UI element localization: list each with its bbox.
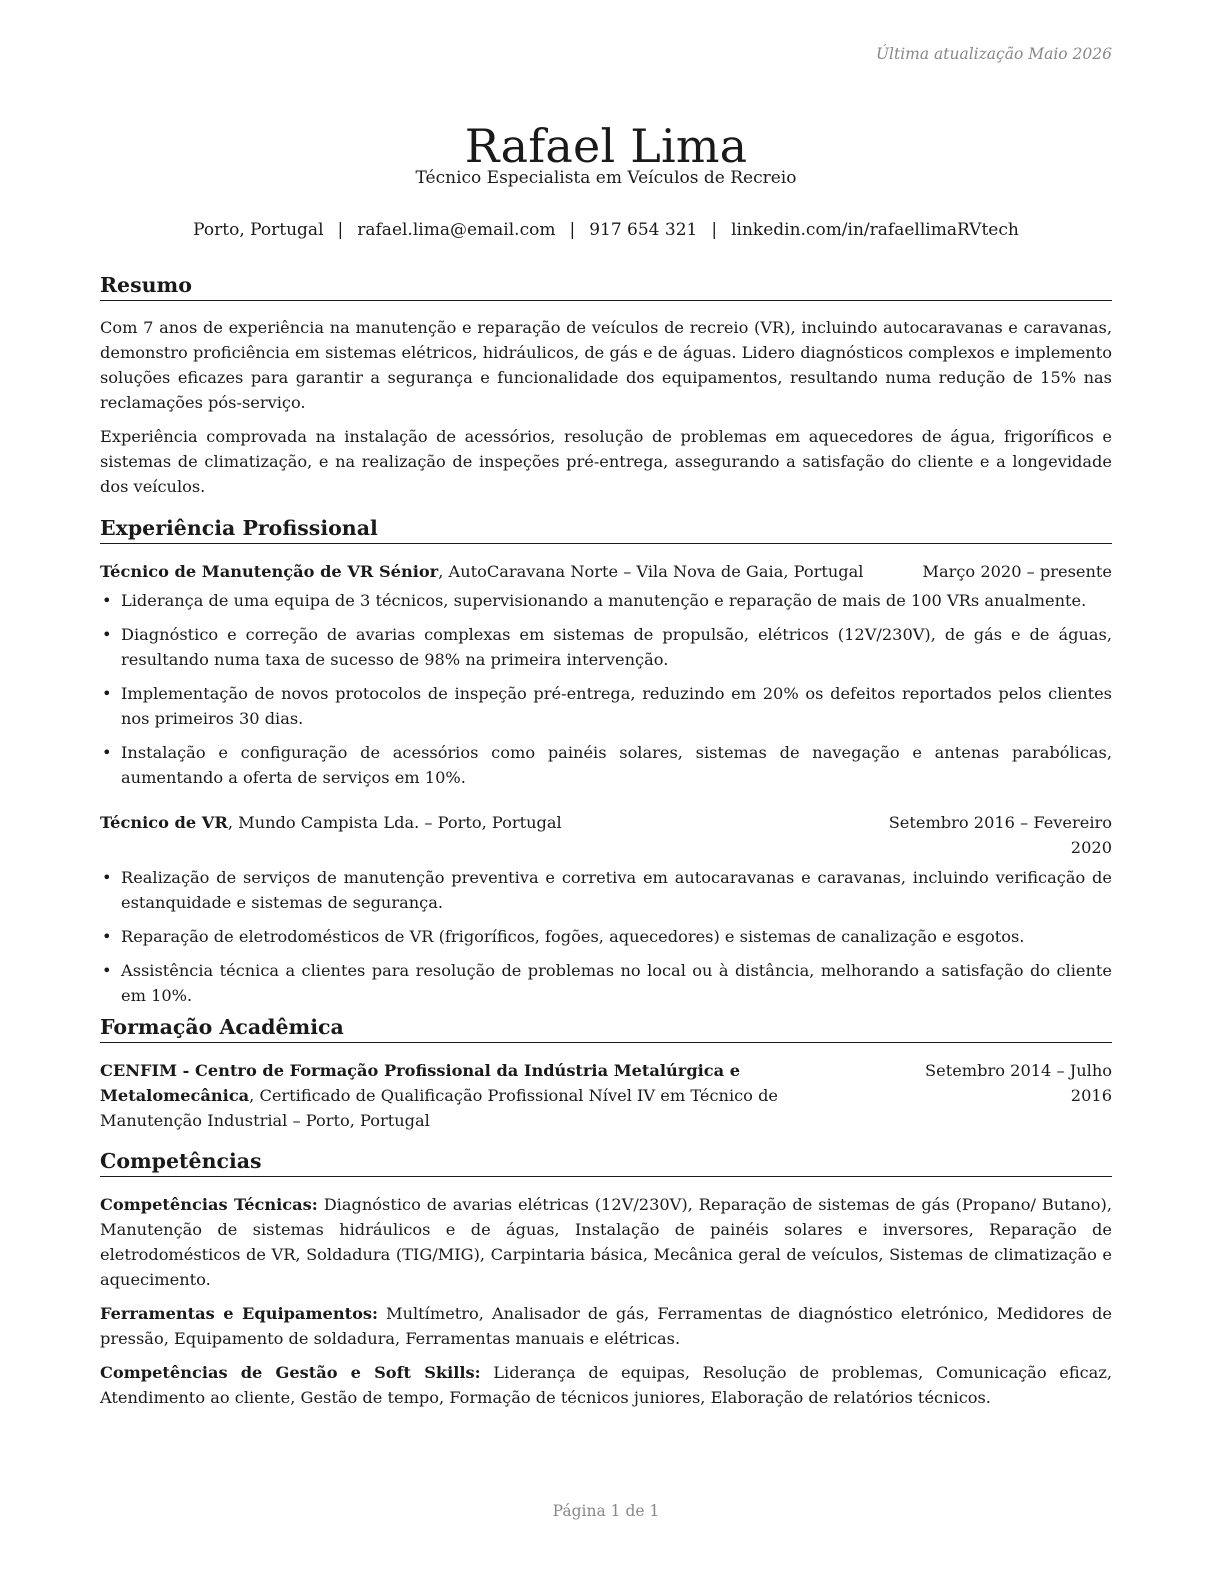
list-item: • Reparação de eletrodomésticos de VR (frigoríficos, fogões, aquecedores) e sistemas de canalização e esgotos.	[100, 924, 1112, 949]
education-section	[100, 1014, 1112, 1133]
education-dates	[925, 1058, 1112, 1133]
last-updated: Última atualização Maio 2026	[875, 45, 1112, 63]
job-entry	[100, 559, 1112, 790]
skill-group	[100, 1301, 1112, 1351]
job-dates: Março 2020 – presente	[922, 562, 1112, 581]
job-dates-line: 2020	[1070, 838, 1112, 857]
candidate-headline: Técnico Especialista em Veículos de Recreio	[415, 168, 797, 188]
job-dates	[889, 810, 1112, 860]
skill-group-label: Competências de Gestão e Soft Skills:	[100, 1363, 481, 1382]
job-company: , Mundo Campista Lda. – Porto, Portugal	[227, 813, 562, 832]
skill-group-text: Liderança de equipas, Resolução de problemas, Comunicação eficaz, Atendimento ao cliente, Gestão de tempo, Formação de técnicos juniores, Elaboração de relatórios técnicos.	[100, 1363, 1113, 1407]
contact-phone: 917 654 321	[589, 220, 698, 240]
skill-group-text: Multímetro, Analisador de gás, Ferramentas de diagnóstico eletrónico, Medidores de pressão, Equipamento de soldadura, Ferramentas manuais e elétricas.	[100, 1304, 1112, 1348]
list-item: • Instalação e configuração de acessórios como painéis solares, sistemas de navegação e antenas parabólicas, aumentando a oferta de serviços em 10%.	[100, 740, 1112, 790]
summary-section	[100, 272, 1112, 499]
section-title: Resumo	[100, 272, 1112, 301]
education-entry	[100, 1058, 1112, 1133]
summary-paragraph: Com 7 anos de experiência na manutenção e reparação de veículos de recreio (VR), incluindo autocaravanas e caravanas, demonstro proficiência em sistemas elétricos, hidráulicos, de gás e de águas. Lidero diagnósticos complexos e implemento soluções eficazes para garantir a segurança e funcionalidade dos equipamentos, resultando numa redução de 15% nas reclamações pós-serviço.	[100, 318, 1112, 412]
job-entry	[100, 810, 1112, 1008]
contact-separator: |	[337, 220, 344, 240]
skill-group	[100, 1360, 1112, 1410]
education-dates-line: 2016	[1070, 1086, 1112, 1105]
skill-group-label: Competências Técnicas:	[100, 1195, 318, 1214]
skill-group-text: Diagnóstico de avarias elétricas (12V/230V), Reparação de sistemas de gás (Propano/ Butano), Manutenção de sistemas hidráulicos e de águas, Instalação de painéis solares e inversores, Reparação de eletrodomésticos de VR, Soldadura (TIG/MIG), Carpintaria básica, Mecânica geral de veículos, Sistemas de climatização e aquecimento.	[100, 1195, 1112, 1289]
job-role: Técnico de Manutenção de VR Sénior	[100, 562, 439, 581]
job-bullets	[100, 865, 1112, 1008]
section-title: Experiência Profissional	[100, 515, 1112, 544]
list-item: • Assistência técnica a clientes para resolução de problemas no local ou à distância, melhorando a satisfação do cliente em 10%.	[100, 958, 1112, 1008]
education-dates-line: Setembro 2014 – Julho	[925, 1061, 1112, 1080]
list-item: • Diagnóstico e correção de avarias complexas em sistemas de propulsão, elétricos (12V/230V), de gás e de águas, resultando numa taxa de sucesso de 98% na primeira intervenção.	[100, 622, 1112, 672]
skill-group	[100, 1192, 1112, 1292]
contact-separator: |	[569, 220, 576, 240]
skills-section	[100, 1148, 1112, 1410]
page-number: Página 1 de 1	[552, 1502, 660, 1520]
list-item: • Implementação de novos protocolos de inspeção pré-entrega, reduzindo em 20% os defeitos reportados pelos clientes nos primeiros 30 dias.	[100, 681, 1112, 731]
job-header	[100, 559, 1112, 584]
education-degree: , Certificado de Qualificação Profissional Nível IV em Técnico de Manutenção Industrial – Porto, Portugal	[100, 1086, 779, 1130]
list-item: • Realização de serviços de manutenção preventiva e corretiva em autocaravanas e caravanas, incluindo verificação de estanquidade e sistemas de segurança.	[100, 865, 1112, 915]
section-title: Competências	[100, 1148, 1112, 1177]
job-role: Técnico de VR	[100, 813, 228, 832]
contact-email[interactable]: rafael.lima@email.com	[357, 220, 556, 240]
contact-line	[100, 220, 1112, 240]
candidate-name: Rafael Lima	[464, 118, 748, 173]
contact-location: Porto, Portugal	[193, 220, 324, 240]
job-company: , AutoCaravana Norte – Vila Nova de Gaia, Portugal	[438, 562, 864, 581]
section-title: Formação Acadêmica	[100, 1014, 1112, 1043]
job-header	[100, 810, 1112, 860]
list-item: • Liderança de uma equipa de 3 técnicos, supervisionando a manutenção e reparação de mais de 100 VRs anualmente.	[100, 588, 1112, 613]
job-bullets	[100, 588, 1112, 790]
summary-paragraph: Experiência comprovada na instalação de acessórios, resolução de problemas em aquecedores de água, frigoríficos e sistemas de climatização, e na realização de inspeções pré-entrega, assegurando a satisfação do cliente e a longevidade dos veículos.	[100, 427, 1112, 496]
education-school: CENFIM - Centro de Formação Profissional da Indústria Metalúrgica e Metalomecânica	[100, 1061, 741, 1105]
experience-section	[100, 515, 1112, 1008]
skill-group-label: Ferramentas e Equipamentos:	[100, 1304, 378, 1323]
contact-linkedin[interactable]: linkedin.com/in/rafaellimaRVtech	[731, 220, 1019, 240]
contact-separator: |	[711, 220, 718, 240]
job-dates-line: Setembro 2016 – Fevereiro	[888, 813, 1112, 832]
